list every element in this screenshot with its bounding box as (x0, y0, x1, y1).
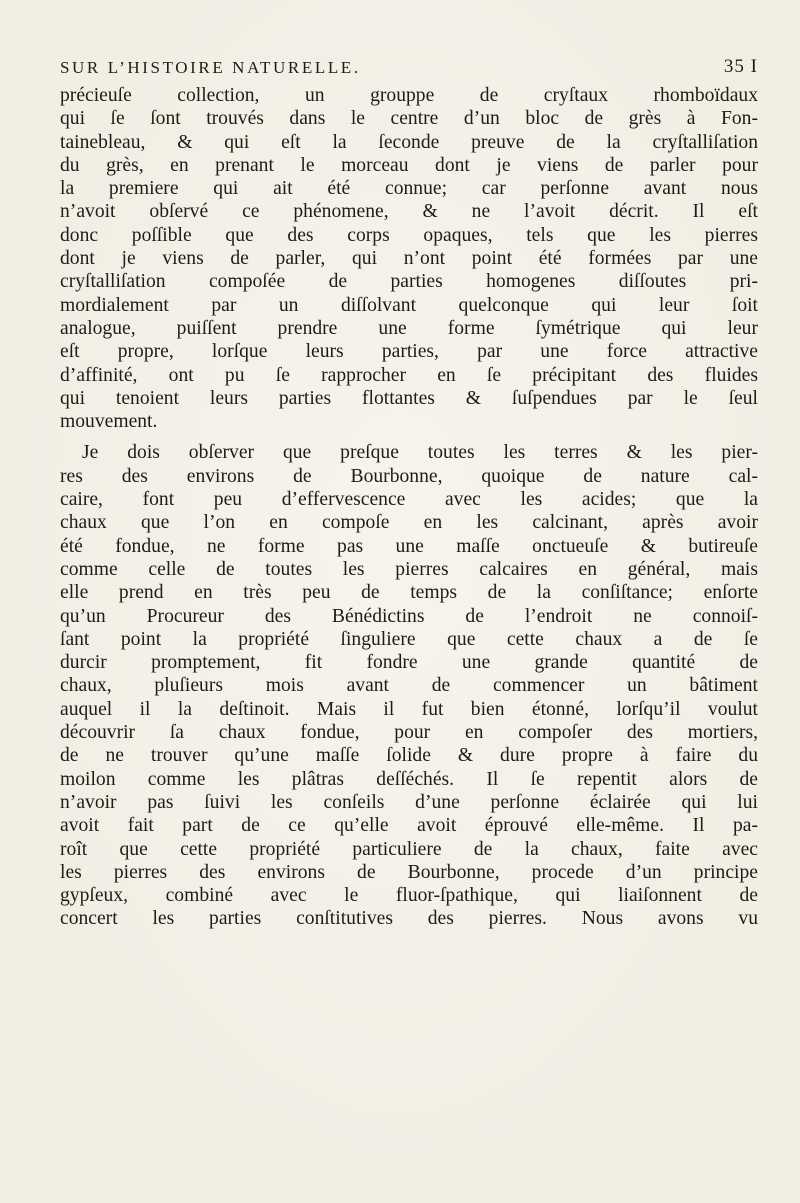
text-line: les pierres des environs de Bourbonne, procede d’un principe (60, 861, 758, 883)
text-line: du grès, en prenant le morceau dont je viens de parler pour (60, 154, 758, 176)
text-line: cryſtalliſation compoſée de parties homogenes diſſoutes pri- (60, 271, 758, 293)
text-line: moilon comme les plâtras deſſéchés. Il ſe repentit alors de (60, 768, 758, 790)
text-line: la premiere qui ait été connue; car perſonne avant nous (60, 178, 758, 200)
text-line: qui tenoient leurs parties flottantes & ſuſpendues par le ſeul (60, 387, 758, 409)
running-head: SUR L’HISTOIRE NATURELLE. (60, 58, 361, 77)
text-line: eſt propre, lorſque leurs parties, par une force attractive (60, 341, 758, 363)
text-line: concert les parties conſtitutives des pierres. Nous avons vu (60, 908, 758, 930)
paragraph-1 (60, 84, 758, 433)
paragraph-2 (60, 441, 758, 930)
text-line: tainebleau, & qui eſt la ſeconde preuve de la cryſtalliſation (60, 131, 758, 153)
paragraph-gap (60, 433, 758, 441)
text-line: dont je viens de parler, qui n’ont point été formées par une (60, 248, 758, 270)
page-header (60, 52, 758, 82)
text-line: caire, font peu d’effervescence avec les acides; que la (60, 489, 758, 511)
text-line: donc poſſible que des corps opaques, tels que les pierres (60, 224, 758, 246)
text-line: mordialement par un diſſolvant quelconque qui leur ſoit (60, 294, 758, 316)
text-line: n’avoir pas ſuivi les conſeils d’une perſonne éclairée qui lui (60, 791, 758, 813)
text-line: découvrir ſa chaux fondue, pour en compoſer des mortiers, (60, 722, 758, 744)
text-line: analogue, puiſſent prendre une forme ſymétrique qui leur (60, 317, 758, 339)
text-line: avoit fait part de ce qu’elle avoit éprouvé elle-même. Il pa- (60, 815, 758, 837)
text-line: chaux que l’on en compoſe en les calcinant, après avoir (60, 512, 758, 534)
text-line: Je dois obſerver que preſque toutes les terres & les pier- (82, 442, 758, 464)
text-line: roît que cette propriété particuliere de la chaux, faite avec (60, 838, 758, 860)
text-line: comme celle de toutes les pierres calcaires en général, mais (60, 558, 758, 580)
text-line: qui ſe ſont trouvés dans le centre d’un bloc de grès à Fon- (60, 108, 758, 130)
text-line: d’affinité, ont pu ſe rapprocher en ſe précipitant des fluides (60, 364, 758, 386)
text-line: été fondue, ne forme pas une maſſe onctueuſe & butireuſe (60, 535, 758, 557)
body-text (60, 84, 758, 931)
text-line: précieuſe collection, un grouppe de cryſtaux rhomboïdaux (60, 85, 758, 106)
text-line: durcir promptement, fit fondre une grande quantité de (60, 652, 758, 674)
text-line: auquel il la deſtinoit. Mais il fut bien étonné, lorſqu’il voulut (60, 698, 758, 720)
text-line: n’avoit obſervé ce phénomene, & ne l’avoit décrit. Il eſt (60, 201, 758, 223)
text-line: de ne trouver qu’une maſſe ſolide & dure propre à faire du (60, 745, 758, 767)
text-line: gypſeux, combiné avec le fluor-ſpathique, qui liaiſonnent de (60, 885, 758, 907)
text-line: res des environs de Bourbonne, quoique de nature cal- (60, 465, 758, 487)
text-line: mouvement. (60, 411, 158, 433)
text-line: chaux, pluſieurs mois avant de commencer un bâtiment (60, 675, 758, 697)
text-line: ſant point la propriété ſinguliere que cette chaux a de ſe (60, 628, 758, 650)
page-number: 35 I (723, 56, 758, 77)
text-line: elle prend en très peu de temps de la conſiſtance; enſorte (60, 582, 758, 604)
text-line: qu’un Procureur des Bénédictins de l’endroit ne connoiſ- (60, 605, 758, 627)
